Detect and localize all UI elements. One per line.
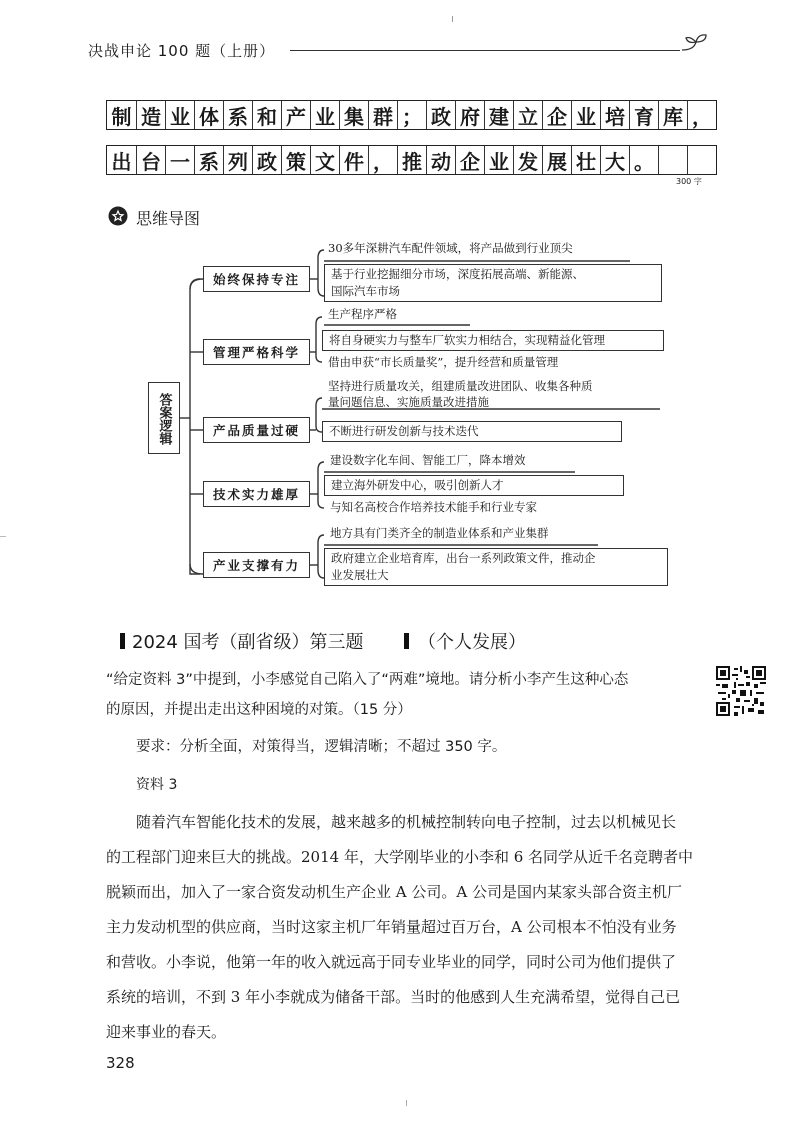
grid-cell: 文 <box>310 146 339 174</box>
question-text-line-2: 的原因，并提出走出这种困境的对策。（15 分） <box>106 702 412 718</box>
grid-cell: 企 <box>542 101 571 129</box>
mindmap-leaf: 建立海外研发中心，吸引创新人才 <box>331 478 504 492</box>
grid-cell: 群 <box>368 101 397 129</box>
material-heading: 资料 3 <box>136 777 178 793</box>
mindmap-leaf-box <box>322 421 622 442</box>
grid-cell: 育 <box>629 101 658 129</box>
grid-cell: 一 <box>165 146 194 174</box>
question-tag: （个人发展） <box>418 632 526 653</box>
mindmap-leaf-box <box>324 264 662 302</box>
grid-cell: 业 <box>310 101 339 129</box>
question-requirement: 要求：分析全面，对策得当，逻辑清晰；不超过 350 字。 <box>136 739 507 755</box>
mindmap-leaf: 地方具有门类齐全的制造业体系和产业集群 <box>330 526 549 540</box>
grid-cell: 系 <box>223 101 252 129</box>
grid-cell: 业 <box>571 101 600 129</box>
mindmap-leaf: 将自身硬实力与整车厂软实力相结合，实现精益化管理 <box>329 333 605 347</box>
grid-cell: 库 <box>658 101 687 129</box>
mindmap-leaf: 国际汽车市场 <box>331 284 400 298</box>
grid-cell: 。 <box>629 146 658 174</box>
mindmap-root: 答案逻辑 <box>148 382 180 454</box>
title-bar-left <box>120 633 125 649</box>
material-line-7: 迎来事业的春天。 <box>106 1023 227 1041</box>
grid-cell: 体 <box>194 101 223 129</box>
grid-cell: 立 <box>513 101 542 129</box>
mindmap-leaf: 坚持进行质量攻关，组建质量改进团队、收集各种质 <box>328 379 593 393</box>
mindmap-branch-5: 产业支撑有力 <box>203 552 310 578</box>
mindmap-branch-1: 始终保持专注 <box>203 266 310 292</box>
grid-cell: 业 <box>484 146 513 174</box>
mindmap-leaf: 基于行业挖掘细分市场，深度拓展高端、新能源、 <box>331 267 584 281</box>
mindmap-branch-3: 产品质量过硬 <box>203 417 310 443</box>
grid-cell: 系 <box>194 146 223 174</box>
material-line-4: 主力发动机型的供应商，当时这家主机厂年销量超过百万台，A 公司根本不怕没有业务 <box>106 918 677 936</box>
mindmap-leaf-box <box>324 475 624 496</box>
grid-cell: 和 <box>252 101 281 129</box>
grid-cell: 发 <box>513 146 542 174</box>
grid-cell: ， <box>687 101 716 129</box>
mindmap-leaf-box <box>322 330 664 351</box>
grid-cell: 产 <box>281 101 310 129</box>
grid-cell: 推 <box>397 146 426 174</box>
mindmap-leaf: 业发展壮大 <box>331 568 389 582</box>
question-title: 2024 国考（副省级）第三题 <box>132 632 364 653</box>
mindmap-leaf: 与知名高校合作培养技术能手和行业专家 <box>330 500 537 514</box>
mindmap-branch-2: 管理严格科学 <box>203 339 310 365</box>
grid-cell: ； <box>397 101 426 129</box>
grid-cell: 件 <box>339 146 368 174</box>
mindmap-leaf: 不断进行研发创新与技术迭代 <box>329 424 479 438</box>
material-line-1: 随着汽车智能化技术的发展，越来越多的机械控制转向电子控制，过去以机械见长 <box>136 813 677 831</box>
grid-cell: 集 <box>339 101 368 129</box>
grid-cell: 企 <box>455 146 484 174</box>
margin-mark <box>0 536 6 537</box>
title-bar-right <box>404 633 409 649</box>
mindmap-leaf: 30多年深耕汽车配件领域，将产品做到行业顶尖 <box>328 241 573 255</box>
mindmap-branch-4: 技术实力雄厚 <box>203 481 310 507</box>
grid-cell: 政 <box>252 146 281 174</box>
grid-cell: 列 <box>223 146 252 174</box>
page-number: 328 <box>106 1054 135 1072</box>
grid-cell: 府 <box>455 101 484 129</box>
mindmap-leaf: 量问题信息、实施质量改进措施 <box>328 395 489 409</box>
section-title-mindmap: 思维导图 <box>136 209 201 228</box>
grid-cell: 大 <box>600 146 629 174</box>
mindmap-leaf-group <box>328 378 593 410</box>
word-count: 300 字 <box>676 177 702 186</box>
grid-cell: 政 <box>426 101 455 129</box>
mindmap-leaf-box <box>324 548 668 586</box>
mindmap-leaf: 借由申获“市长质量奖”，提升经营和质量管理 <box>328 355 559 369</box>
grid-cell: 培 <box>600 101 629 129</box>
grid-cell: 展 <box>542 146 571 174</box>
running-header: 决战申论 100 题（上册） <box>88 42 276 60</box>
grid-cell: 造 <box>136 101 165 129</box>
grid-cell: 台 <box>136 146 165 174</box>
grid-cell: 建 <box>484 101 513 129</box>
material-line-3: 脱颖而出，加入了一家合资发动机生产企业 A 公司。A 公司是国内某家头部合资主机厂 <box>106 883 682 901</box>
grid-cell: 业 <box>165 101 194 129</box>
material-line-2: 的工程部门迎来巨大的挑战。2014 年，大学刚毕业的小李和 6 名同学从近千名竞聘者中 <box>106 848 694 866</box>
mindmap-leaf: 政府建立企业培育库，出台一系列政策文件，推动企 <box>331 551 596 565</box>
qr-code-icon <box>716 666 766 716</box>
material-line-6: 系统的培训，不到 3 年小李就成为储备干部。当时的他感到人生充满希望，觉得自己已 <box>106 988 681 1006</box>
mindmap-leaf: 生产程序严格 <box>328 307 397 321</box>
question-text-line-1: “给定资料 3”中提到，小李感觉自己陷入了“两难”境地。请分析小李产生这种心态 <box>106 672 629 688</box>
grid-cell: ， <box>368 146 397 174</box>
mindmap-leaf: 建设数字化车间、智能工厂，降本增效 <box>330 453 526 467</box>
material-line-5: 和营收。小李说，他第一年的收入就远高于同专业毕业的同学，同时公司为他们提供了 <box>106 953 677 971</box>
grid-cell: 制 <box>111 104 132 129</box>
grid-cell: 策 <box>281 146 310 174</box>
crop-mark <box>406 1100 407 1106</box>
grid-cell: 壮 <box>571 146 600 174</box>
grid-cell: 出 <box>111 149 132 174</box>
grid-cell: 动 <box>426 146 455 174</box>
